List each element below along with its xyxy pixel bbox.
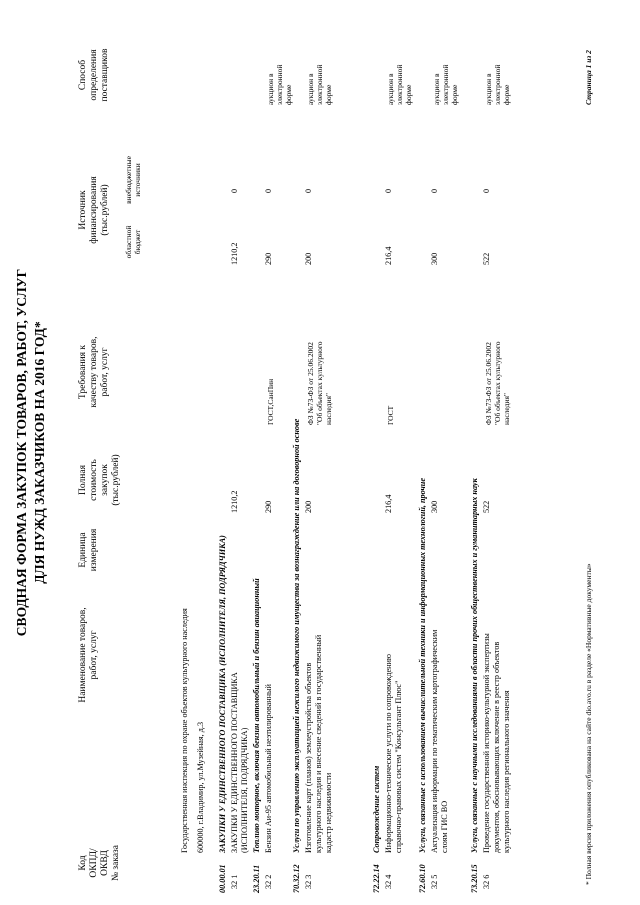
- okpd-code: 70.32.12: [292, 864, 301, 893]
- okpd-code: 00.00.01: [218, 864, 227, 893]
- item-name-line: культурного наследия регионального значения: [502, 690, 511, 853]
- extrabudget: 0: [264, 188, 273, 193]
- item-name-line: Информационно-технические услуги по сопровождению: [384, 653, 393, 853]
- method-line: электронной: [275, 64, 284, 105]
- requirements-line: наследия": [502, 393, 511, 425]
- item-name-line: (ИСПОЛНИТЕЛЯ, ПОДРЯДЧИКА): [240, 727, 249, 853]
- extrabudget: 0: [430, 188, 439, 193]
- method-line: электронной: [315, 64, 324, 105]
- header-line: закупок: [100, 464, 110, 496]
- header-line: (тыс.рублей): [100, 184, 110, 236]
- method-line: электронной: [493, 64, 502, 105]
- item-name-line: справочно-правовых систем "Консультант Плюс": [394, 680, 403, 853]
- header-requirements: [78, 317, 111, 427]
- extrabudget: 0: [304, 188, 313, 193]
- header-line: Наименование товаров,: [78, 607, 88, 703]
- section-heading: Услуги, связанные с использованием вычислительной техники и информационных технологий, прочие: [418, 478, 427, 853]
- requirements-line: ГОСТ,СанПин: [266, 378, 275, 425]
- section-heading: Услуги, связанные с научными исследованиями в области прочих общественных и гуманитарных наук: [470, 478, 479, 853]
- header-line: поставщиков: [100, 48, 110, 102]
- method-line: аукцион в: [306, 73, 315, 105]
- doc-title-line1: СВОДНАЯ ФОРМА ЗАКУПОК ТОВАРОВ, РАБОТ, УСЛУГ: [14, 268, 29, 637]
- item-name-line: Бензин Аи-95 автомобильный неэтилированный: [264, 684, 273, 853]
- requirements-line: ГОСТ: [386, 405, 395, 425]
- total-cost: 522: [482, 500, 491, 513]
- extrabudget: 0: [230, 188, 239, 193]
- header-line: Единица: [78, 532, 88, 568]
- header-line: ОКПД/: [89, 848, 99, 878]
- method-line: аукцион в: [266, 73, 275, 105]
- extrabudget: 0: [482, 188, 491, 193]
- regional-budget: 216,4: [384, 246, 393, 265]
- header-financing: [78, 155, 111, 265]
- requirements-line: "Об объектах культурного: [493, 341, 502, 425]
- item-name-line: кадастр недвижимости: [324, 772, 333, 853]
- header-line: источники: [133, 163, 142, 197]
- order-number: 32 5: [430, 874, 439, 889]
- section-heading: Топливо моторное, включая бензин автомобильный и бензин авиационный: [252, 578, 261, 853]
- customer-name: Государственная инспекция по охране объектов культурного наследия: [180, 608, 189, 853]
- method-line: электронной: [441, 64, 450, 105]
- method-line: форме: [450, 84, 459, 105]
- total-cost: 200: [304, 500, 313, 513]
- requirements-line: ФЗ №73-ФЗ от 25.06.2002: [306, 342, 315, 425]
- header-line: Код: [78, 855, 88, 871]
- item-name-line: слоям ГИС ВО: [440, 800, 449, 853]
- total-cost: 300: [430, 500, 439, 513]
- header-line: Источник: [78, 190, 88, 230]
- item-name-line: культурного наследия и внесение сведений в государственный: [314, 634, 323, 853]
- header-line: Требования к: [78, 344, 88, 400]
- requirements-line: "Об объектах культурного: [315, 341, 324, 425]
- header-line: качеству товаров,: [89, 336, 99, 408]
- header-line: ОКВД: [100, 850, 110, 876]
- requirements-line: ФЗ №73-ФЗ от 25.06.2002: [484, 342, 493, 425]
- header-line: работ, услуг: [100, 347, 110, 397]
- item-name-line: Изготовление карт (планов) землеустройства объектов: [304, 662, 313, 853]
- regional-budget: 522: [482, 252, 491, 265]
- doc-title-line2: ДЛЯ НУЖД ЗАКАЗЧИКОВ НА 2016 ГОД*: [32, 321, 47, 584]
- section-heading: ЗАКУПКИ У ЕДИНСТВЕННОГО ПОСТАВЩИКА (ИСПОЛНИТЕЛЯ, ПОДРЯДЧИКА): [218, 535, 227, 853]
- header-line: измерения: [89, 528, 99, 572]
- method-line: аукцион в: [484, 73, 493, 105]
- header-regional-budget: [124, 207, 142, 277]
- extrabudget: 0: [384, 188, 393, 193]
- total-cost: 290: [264, 500, 273, 513]
- okpd-code: 73.20.15: [470, 864, 479, 893]
- header-line: внебюджетные: [124, 156, 133, 204]
- regional-budget: 1210,2: [230, 242, 239, 265]
- okpd-code: 72.60.10: [418, 864, 427, 893]
- item-name-line: Проведение государственной историко-культурной экспертизы: [482, 633, 491, 853]
- order-number: 32 4: [384, 874, 393, 889]
- header-unit: [78, 515, 100, 585]
- header-method: [78, 20, 111, 130]
- header-line: Полная: [78, 465, 88, 495]
- page-number: Страница 1 из 2: [584, 50, 593, 105]
- header-code: [78, 833, 122, 893]
- header-line: стоимость: [89, 459, 99, 501]
- header-line: определения: [89, 49, 99, 101]
- item-name-line: документов, обосновывающих включение в реестр объектов: [492, 641, 501, 853]
- requirements-line: наследия": [324, 393, 333, 425]
- method-line: аукцион в: [386, 73, 395, 105]
- okpd-code: 72.22.14: [372, 864, 381, 893]
- customer-address: 600000, г.Владимир, ул.Музейная, д.3: [196, 721, 205, 853]
- header-name: [78, 555, 100, 755]
- header-line: (тыс.рублей): [111, 454, 121, 506]
- header-line: № заказа: [111, 844, 121, 882]
- header-line: бюджет: [133, 229, 142, 255]
- header-line: финансирования: [89, 176, 99, 244]
- regional-budget: 300: [430, 252, 439, 265]
- method-line: форме: [284, 84, 293, 105]
- method-line: форме: [324, 84, 333, 105]
- order-number: 32 6: [482, 874, 491, 889]
- method-line: форме: [404, 84, 413, 105]
- item-name-line: Актуализация информации по тематическим картографическим: [430, 629, 439, 853]
- section-heading: Услуги по управлению эксплуатацией нежилого недвижимого имущества за вознаграждение или на договорной основе: [292, 418, 301, 853]
- method-line: аукцион в: [432, 73, 441, 105]
- okpd-code: 23.20.11: [252, 864, 261, 893]
- header-extrabudget: [124, 145, 142, 215]
- header-line: областной: [124, 225, 133, 259]
- method-line: форме: [502, 84, 511, 105]
- footnote: * Полная версия приложения опубликована на сайте dio.avo.ru в разделе «Нормативные документы»: [584, 563, 593, 885]
- item-name-line: ЗАКУПКИ У ЕДИНСТВЕННОГО ПОСТАВЩИКА: [230, 672, 239, 853]
- header-line: Способ: [78, 59, 88, 91]
- order-number: 32 3: [304, 874, 313, 889]
- total-cost: 1210,2: [230, 490, 239, 513]
- regional-budget: 290: [264, 252, 273, 265]
- order-number: 32 2: [264, 874, 273, 889]
- order-number: 32 1: [230, 874, 239, 889]
- total-cost: 216,4: [384, 494, 393, 513]
- section-heading: Сопровождение систем: [372, 765, 381, 853]
- regional-budget: 200: [304, 252, 313, 265]
- header-cost: [78, 440, 122, 520]
- method-line: электронной: [395, 64, 404, 105]
- header-line: работ, услуг: [89, 630, 99, 680]
